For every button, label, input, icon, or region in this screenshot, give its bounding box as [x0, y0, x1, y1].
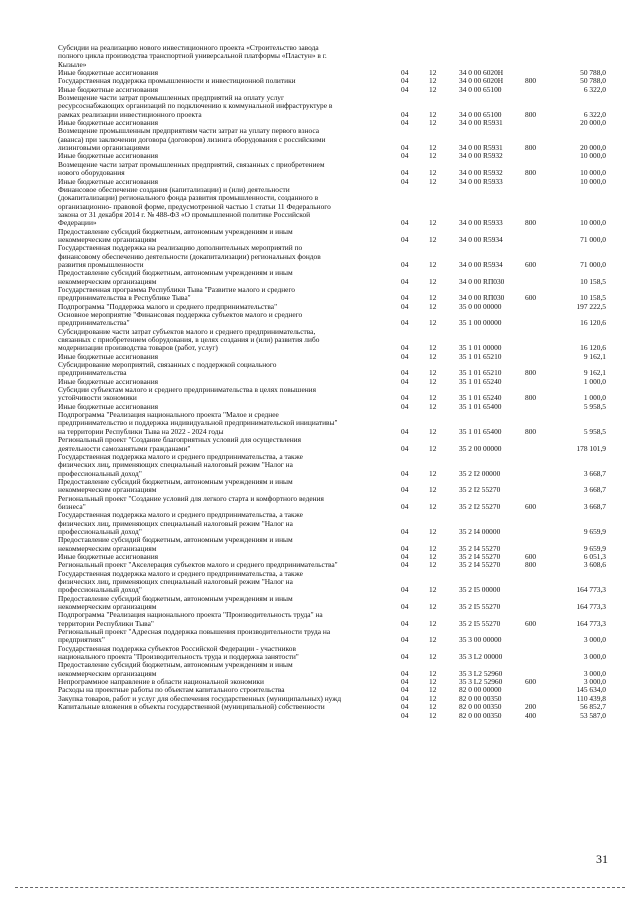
expense-type-code: 800: [525, 426, 537, 436]
target-article-code: 82 0 00 00350: [459, 693, 502, 703]
footer-rule: [15, 887, 625, 888]
section-code: 04: [401, 301, 409, 311]
row-name: Государственная поддержка малого и среднего предпринимательства, а также физических лиц, применяющих специальный налоговый режим "Налог на профессиональный доход": [58, 568, 303, 595]
table-row: [58, 127, 606, 152]
expense-type-code: 800: [525, 109, 537, 119]
table-row: [58, 661, 606, 678]
section-code: 04: [401, 401, 409, 411]
row-name: Возмещение части затрат промышленных предприятий на оплату услуг ресурсоснабжающих организаций по подключению к коммунальной инфраструктуре в рамках реализации инвестиционного проекта: [58, 93, 333, 119]
subsection-code: 12: [429, 368, 437, 378]
amount: 6 322,0: [583, 84, 606, 94]
subsection-code: 12: [429, 234, 437, 244]
subsection-code: 12: [429, 551, 437, 561]
target-article-code: 34 0 00 R5934: [459, 259, 503, 269]
expense-type-code: 600: [525, 293, 537, 303]
row-name: Региональный проект "Создание благоприятных условий для осуществления деятельности самозанятыми гражданами": [58, 435, 302, 453]
subsection-code: 12: [429, 501, 437, 511]
amount: 10 158,5: [580, 276, 606, 286]
target-article-code: 34 0 00 65100: [459, 84, 502, 94]
subsection-code: 12: [429, 218, 437, 228]
subsection-code: 12: [429, 693, 437, 703]
section-code: 04: [401, 685, 409, 695]
table-row: [58, 311, 606, 328]
subsection-code: 12: [429, 318, 437, 328]
row-name: Предоставление субсидий бюджетным, автономным учреждениям и иным некоммерческим организациям: [58, 268, 293, 286]
row-name: Предоставление субсидий бюджетным, автономным учреждениям и иным некоммерческим организациям: [58, 660, 293, 678]
section-code: 04: [401, 168, 409, 178]
target-article-code: 34 0 00 R5932: [459, 168, 503, 178]
row-name: Закупка товаров, работ и услуг для обеспечения государственных (муниципальных) нужд: [58, 693, 342, 703]
subsection-code: 12: [429, 401, 437, 411]
target-article-code: 34 0 00 6020Н: [459, 68, 504, 78]
target-article-code: 35 1 01 65210: [459, 368, 502, 378]
expense-type-code: 600: [525, 618, 537, 628]
target-article-code: 35 2 I5 55270: [459, 618, 501, 628]
amount: 10 000,0: [580, 176, 606, 186]
table-row: [58, 595, 606, 612]
section-code: 04: [401, 635, 409, 645]
row-name: Иные бюджетные ассигнования: [58, 401, 159, 411]
amount: 145 634,0: [576, 685, 606, 695]
row-name: Иные бюджетные ассигнования: [58, 84, 159, 94]
row-name: Субсидирование мероприятий, связанных с поддержкой социального предпринимательства: [58, 360, 277, 378]
table-row: [58, 269, 606, 286]
section-code: 04: [401, 693, 409, 703]
target-article-code: 35 1 01 65210: [459, 351, 502, 361]
row-name: Государственная программа Республики Тыва "Развитие малого и среднего предпринимательства в Республике Тыва": [58, 284, 295, 303]
amount: 10 158,5: [580, 293, 606, 303]
row-name: Подпрограмма "Поддержка малого и среднего предпринимательства": [58, 301, 278, 311]
amount: 56 852,7: [580, 702, 606, 712]
table-row: [58, 703, 606, 711]
subsection-code: 12: [429, 293, 437, 303]
row-name: Государственная поддержка малого и среднего предпринимательства, а также физических лиц, применяющих специальный налоговый режим "Налог на профессиональный доход": [58, 510, 303, 536]
subsection-code: 12: [429, 393, 437, 403]
section-code: 04: [401, 443, 409, 453]
target-article-code: 34 0 00 R5933: [459, 176, 503, 186]
section-code: 04: [401, 234, 409, 244]
table-row: [58, 94, 606, 119]
subsection-code: 12: [429, 143, 437, 153]
row-name: Иные бюджетные ассигнования: [58, 376, 159, 386]
target-article-code: 35 3 L2 52960: [459, 677, 503, 687]
section-code: 04: [401, 293, 409, 303]
page-number: 31: [596, 852, 608, 866]
target-article-code: 34 0 00 R5931: [459, 118, 503, 128]
section-code: 04: [401, 702, 409, 712]
amount: 3 608,6: [583, 560, 606, 570]
amount: 16 120,6: [580, 318, 606, 328]
row-name: Субсидирование части затрат субъектов малого и среднего предпринимательства, связанных с приобретением оборудования, в целях создания и (или) развития либо модернизации производства товаров (работ, услуг): [58, 326, 320, 353]
section-code: 04: [401, 668, 409, 678]
table-row: [58, 536, 606, 553]
target-article-code: 34 0 00 R5932: [459, 151, 503, 161]
subsection-code: 12: [429, 376, 437, 386]
section-code: 04: [401, 76, 409, 86]
target-article-code: 35 1 01 65240: [459, 376, 502, 386]
table-row: [58, 361, 606, 378]
target-article-code: 35 1 01 65240: [459, 393, 502, 403]
row-name: Государственная поддержка субъектов Российской Федерации - участников национального проекта "Производительность труда и поддержка занятости": [58, 643, 299, 662]
table-row: [58, 228, 606, 245]
subsection-code: 12: [429, 668, 437, 678]
budget-table: [58, 44, 606, 720]
target-article-code: 34 0 00 RП030: [459, 293, 505, 303]
subsection-code: 12: [429, 276, 437, 286]
amount: 3 000,0: [583, 668, 606, 678]
amount: 50 788,0: [580, 76, 606, 86]
section-code: 04: [401, 318, 409, 328]
table-row: [58, 244, 606, 269]
target-article-code: 34 0 00 RП030: [459, 276, 505, 286]
expense-type-code: 800: [525, 393, 537, 403]
table-row: [58, 328, 606, 353]
amount: 50 788,0: [580, 68, 606, 78]
amount: 20 000,0: [580, 143, 606, 153]
section-code: 04: [401, 218, 409, 228]
amount: 71 000,0: [580, 259, 606, 269]
section-code: 04: [401, 276, 409, 286]
amount: 16 120,6: [580, 343, 606, 353]
row-name: Иные бюджетные ассигнования: [58, 551, 159, 561]
subsection-code: 12: [429, 702, 437, 712]
expense-type-code: 800: [525, 76, 537, 86]
row-name: Подпрограмма "Реализация национального проекта "Производительность труда" на территории Республики Тыва": [58, 610, 323, 628]
target-article-code: 35 2 I5 00000: [459, 585, 501, 595]
table-row: [58, 186, 606, 228]
table-row: [58, 511, 606, 536]
table-row: [58, 478, 606, 495]
section-code: 04: [401, 176, 409, 186]
target-article-code: 35 2 I2 00000: [459, 468, 501, 478]
section-code: 04: [401, 652, 409, 662]
target-article-code: 35 1 01 65400: [459, 426, 502, 436]
subsection-code: 12: [429, 259, 437, 269]
amount: 6 051,3: [583, 551, 606, 561]
section-code: 04: [401, 560, 409, 570]
row-name: [58, 712, 388, 720]
row-name: Иные бюджетные ассигнования: [58, 118, 159, 128]
amount: 1 000,0: [583, 376, 606, 386]
target-article-code: 35 2 I4 55270: [459, 560, 501, 570]
section-code: 04: [401, 585, 409, 595]
table-row: [58, 628, 606, 645]
target-article-code: 35 2 I2 55270: [459, 485, 501, 495]
row-name: Иные бюджетные ассигнования: [58, 176, 159, 186]
target-article-code: 35 0 00 00000: [459, 301, 502, 311]
section-code: 04: [401, 368, 409, 378]
amount: 5 958,5: [583, 426, 606, 436]
subsection-code: 12: [429, 443, 437, 453]
section-code: 04: [401, 426, 409, 436]
expense-type-code: 600: [525, 677, 537, 687]
amount: 53 587,0: [580, 710, 606, 720]
amount: 5 958,5: [583, 401, 606, 411]
table-row: [58, 161, 606, 178]
expense-type-code: 800: [525, 218, 537, 228]
row-name: Предоставление субсидий бюджетным, автономным учреждениям и иным некоммерческим организациям: [58, 593, 293, 612]
subsection-code: 12: [429, 602, 437, 612]
target-article-code: 34 0 00 65100: [459, 109, 502, 119]
row-name: Возмещение части затрат промышленных предприятий, связанных с приобретением нового оборудования: [58, 159, 325, 178]
section-code: 04: [401, 68, 409, 78]
amount: 110 439,8: [576, 693, 606, 703]
expense-type-code: 800: [525, 368, 537, 378]
section-code: 04: [401, 118, 409, 128]
subsection-code: 12: [429, 76, 437, 86]
amount: 3 668,7: [583, 501, 606, 511]
target-article-code: 35 1 00 00000: [459, 318, 502, 328]
amount: 3 000,0: [583, 635, 606, 645]
row-name: Расходы на проектные работы по объектам капитального строительства: [58, 685, 285, 695]
section-code: 04: [401, 602, 409, 612]
section-code: 04: [401, 551, 409, 561]
target-article-code: 35 2 I4 55270: [459, 551, 501, 561]
target-article-code: 82 0 00 00350: [459, 702, 502, 712]
amount: 9 659,9: [583, 543, 606, 553]
expense-type-code: 600: [525, 501, 537, 511]
amount: 178 101,9: [576, 443, 606, 453]
subsection-code: 12: [429, 84, 437, 94]
expense-type-code: 400: [525, 710, 537, 720]
section-code: 04: [401, 543, 409, 553]
subsection-code: 12: [429, 68, 437, 78]
section-code: 04: [401, 710, 409, 720]
expense-type-code: 600: [525, 551, 537, 561]
row-name: Государственная поддержка малого и среднего предпринимательства, а также физических лиц, применяющих специальный налоговый режим "Налог на профессиональный доход": [58, 451, 303, 478]
table-row: [58, 453, 606, 478]
table-row: [58, 386, 606, 403]
table-row: [58, 44, 606, 69]
row-name: Государственная поддержка на реализацию дополнительных мероприятий по финансовому обеспечению деятельности (докапитализации) региональных фондов развития промышленности: [58, 243, 321, 269]
subsection-code: 12: [429, 343, 437, 353]
target-article-code: 82 0 00 00350: [459, 710, 502, 720]
table-row: [58, 411, 606, 436]
section-code: 04: [401, 84, 409, 94]
target-article-code: 35 2 00 00000: [459, 443, 502, 453]
table-row: [58, 645, 606, 662]
amount: 9 659,9: [583, 526, 606, 536]
row-name: Региональный проект "Адресная поддержка повышения производительности труда на предприятиях": [58, 627, 331, 645]
expense-type-code: 800: [525, 168, 537, 178]
row-name: Иные бюджетные ассигнования: [58, 351, 159, 361]
row-name: Капитальные вложения в объекты государственной (муниципальной) собственности: [58, 702, 325, 712]
row-name: Предоставление субсидий бюджетным, автономным учреждениям и иным некоммерческим организациям: [58, 476, 293, 495]
row-name: Финансовое обеспечение создания (капитализации) и (или) деятельности (докапитализации) регионального фонда развития промышленности, созданного в организационно- правовой форме, предусмотренной частью 1 статьи 11 Федерального закона от 31 декабря 2014 г. № 488-ФЗ «О промышленной политике Российской Федерации»: [58, 184, 331, 228]
subsection-code: 12: [429, 652, 437, 662]
subsection-code: 12: [429, 677, 437, 687]
amount: 10 000,0: [580, 151, 606, 161]
subsection-code: 12: [429, 426, 437, 436]
amount: 3 668,7: [583, 485, 606, 495]
section-code: 04: [401, 393, 409, 403]
subsection-code: 12: [429, 468, 437, 478]
amount: 10 000,0: [580, 168, 606, 178]
row-name: Региональный проект "Акселерация субъектов малого и среднего предпринимательства": [58, 560, 338, 570]
section-code: 04: [401, 485, 409, 495]
amount: 3 000,0: [583, 677, 606, 687]
row-name: Предоставление субсидий бюджетным, автономным учреждениям и иным некоммерческим организациям: [58, 226, 293, 244]
amount: 71 000,0: [580, 234, 606, 244]
amount: 3 668,7: [583, 468, 606, 478]
row-name: Иные бюджетные ассигнования: [58, 68, 159, 78]
amount: 164 773,3: [576, 585, 606, 595]
subsection-code: 12: [429, 301, 437, 311]
section-code: 04: [401, 151, 409, 161]
target-article-code: 34 0 00 R5933: [459, 218, 503, 228]
subsection-code: 12: [429, 168, 437, 178]
target-article-code: 35 3 00 00000: [459, 635, 502, 645]
table-row: [58, 712, 606, 720]
target-article-code: 35 3 L2 00000: [459, 652, 503, 662]
section-code: 04: [401, 143, 409, 153]
expense-type-code: 600: [525, 259, 537, 269]
section-code: 04: [401, 259, 409, 269]
subsection-code: 12: [429, 710, 437, 720]
subsection-code: 12: [429, 176, 437, 186]
section-code: 04: [401, 109, 409, 119]
target-article-code: 35 3 L2 52960: [459, 668, 503, 678]
amount: 164 773,3: [576, 618, 606, 628]
expense-type-code: 200: [525, 702, 537, 712]
subsection-code: 12: [429, 618, 437, 628]
row-name: Государственная поддержка промышленности и инвестиционной политики: [58, 76, 296, 86]
target-article-code: 35 2 I4 00000: [459, 526, 501, 536]
amount: 9 162,1: [583, 351, 606, 361]
table-row: [58, 286, 606, 303]
target-article-code: 34 0 00 R5934: [459, 234, 503, 244]
section-code: 04: [401, 618, 409, 628]
section-code: 04: [401, 501, 409, 511]
target-article-code: 34 0 00 6020Н: [459, 76, 504, 86]
amount: 197 222,5: [576, 301, 606, 311]
table-row: [58, 570, 606, 595]
row-name: Предоставление субсидий бюджетным, автономным учреждениям и иным некоммерческим организациям: [58, 535, 293, 553]
expense-type-code: 800: [525, 143, 537, 153]
table-row: [58, 436, 606, 453]
section-code: 04: [401, 351, 409, 361]
amount: 164 773,3: [576, 602, 606, 612]
row-name: Подпрограмма "Реализация национального проекта "Малое и среднее предпринимательство и поддержка индивидуальной предпринимательской инициативы" на территории Республики Тыва на 2022 - 2024 годы: [58, 410, 338, 436]
amount: 20 000,0: [580, 118, 606, 128]
amount: 9 162,1: [583, 368, 606, 378]
target-article-code: 82 0 00 00000: [459, 685, 502, 695]
subsection-code: 12: [429, 485, 437, 495]
subsection-code: 12: [429, 635, 437, 645]
target-article-code: 35 2 I2 55270: [459, 501, 501, 511]
subsection-code: 12: [429, 685, 437, 695]
row-name: Региональный проект "Создание условий для легкого старта и комфортного ведения бизнеса": [58, 493, 324, 511]
amount: 3 000,0: [583, 652, 606, 662]
section-code: 04: [401, 343, 409, 353]
subsection-code: 12: [429, 151, 437, 161]
subsection-code: 12: [429, 351, 437, 361]
subsection-code: 12: [429, 526, 437, 536]
section-code: 04: [401, 468, 409, 478]
row-name: Возмещение промышленным предприятиям части затрат на уплату первого взноса (аванса) при заключении договора (договоров) лизинга оборудования с российскими лизинговыми организациями: [58, 126, 326, 153]
row-name: Основное мероприятие "Финансовая поддержка субъектов малого и среднего предпринимательства": [58, 310, 303, 328]
row-name: Непрограммное направление в области национальной экономики: [58, 677, 264, 687]
subsection-code: 12: [429, 560, 437, 570]
subsection-code: 12: [429, 543, 437, 553]
row-name: Иные бюджетные ассигнования: [58, 151, 159, 161]
target-article-code: 35 2 I5 55270: [459, 602, 501, 612]
subsection-code: 12: [429, 118, 437, 128]
row-name: Субсидии на реализацию нового инвестиционного проекта «Строительство завода полного цикла производства транспортной универсальной платформы «Пластун» в г. Кызыле»: [58, 43, 327, 69]
table-row: [58, 611, 606, 628]
subsection-code: 12: [429, 109, 437, 119]
table-row: [58, 495, 606, 512]
row-name: Субсидии субъектам малого и среднего предпринимательства в целях повышения устойчивости экономики: [58, 385, 317, 403]
target-article-code: 35 1 01 00000: [459, 343, 502, 353]
section-code: 04: [401, 376, 409, 386]
amount: 1 000,0: [583, 393, 606, 403]
expense-type-code: 800: [525, 560, 537, 570]
amount: 10 000,0: [580, 218, 606, 228]
subsection-code: 12: [429, 585, 437, 595]
section-code: 04: [401, 526, 409, 536]
amount: 6 322,0: [583, 109, 606, 119]
target-article-code: 34 0 00 R5931: [459, 143, 503, 153]
section-code: 04: [401, 677, 409, 687]
target-article-code: 35 1 01 65400: [459, 401, 502, 411]
target-article-code: 35 2 I4 55270: [459, 543, 501, 553]
